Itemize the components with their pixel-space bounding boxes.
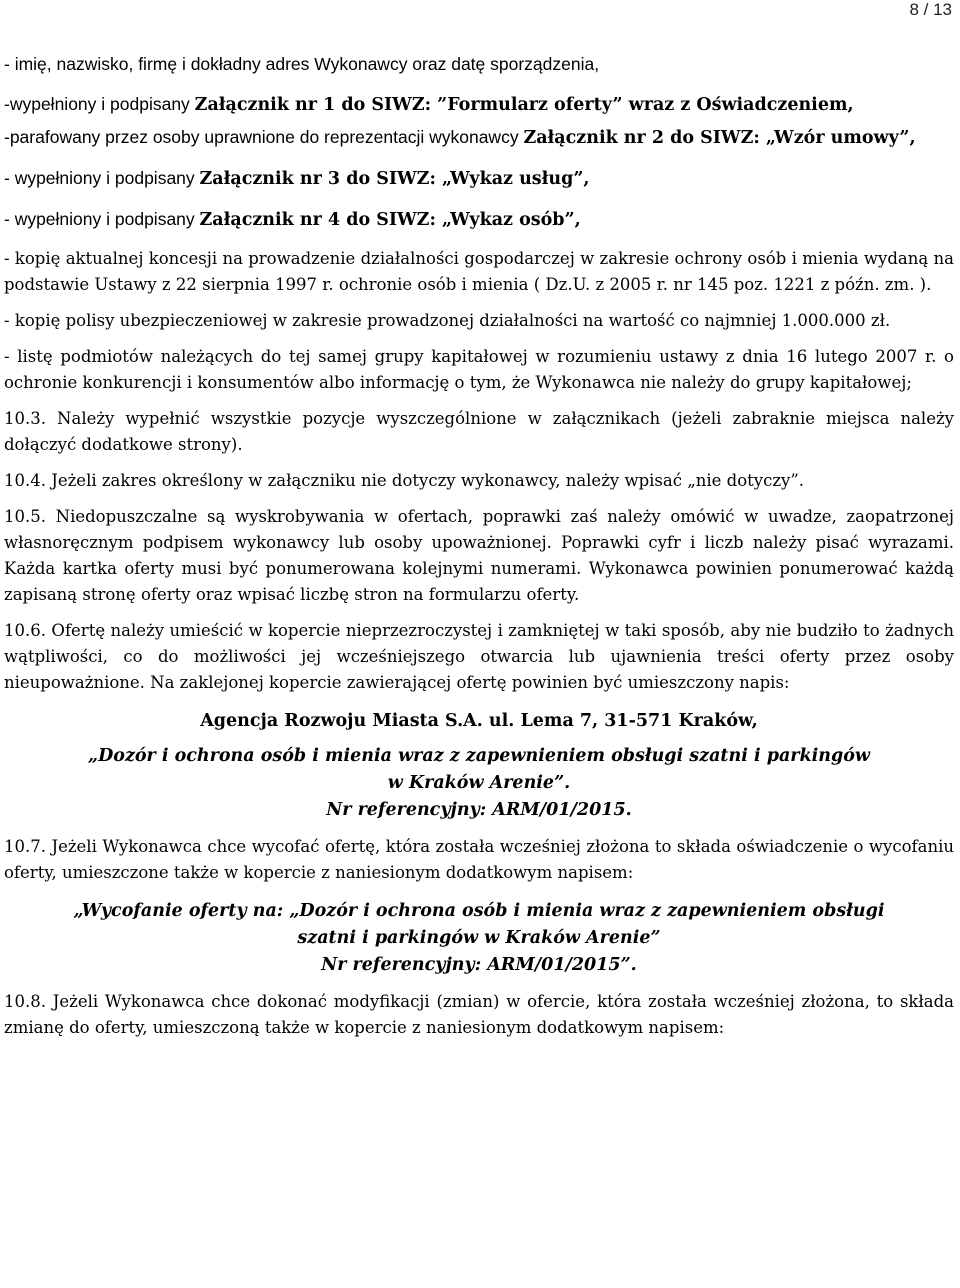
withdrawal-label-line-1: „Wycofanie oferty na: „Dozór i ochrona osób i mienia wraz z zapewnieniem obsługi xyxy=(73,901,885,921)
item-6: - kopię aktualnej koncesji na prowadzenie działalności gospodarczej w zakresie ochrony osób i mienia wydaną na podstawie Ustawy z 22 sierpnia 1997 r. ochronie osób i mienia ( Dz.U. z 2005 r. nr 145 poz. 1221 z późn. zm. ). xyxy=(4,249,954,294)
document-body xyxy=(4,50,954,1041)
envelope-label-line-2: w Kraków Arenie”. xyxy=(387,773,571,793)
section-10-8: 10.8. Jeżeli Wykonawca chce dokonać modyfikacji (zmian) w ofercie, która została wcześniej złożona, to składa zmianę do oferty, umieszczoną także w kopercie z naniesionym dodatkowym napisem: xyxy=(4,992,954,1037)
item-5-text: - wypełniony i podpisany xyxy=(4,209,200,229)
item-3 xyxy=(4,123,954,152)
item-8: - listę podmiotów należących do tej samej grupy kapitałowej w rozumieniu ustawy z dnia 16 lutego 2007 r. o ochronie konkurencji i konsumentów albo informację o tym, że Wykonawca nie należy do grupy kapitałowej; xyxy=(4,347,954,392)
page-number: 8 / 13 xyxy=(909,0,952,19)
section-10-7: 10.7. Jeżeli Wykonawca chce wycofać ofertę, która została wcześniej złożona to składa oświadczenie o wycofaniu oferty, umieszczone także w kopercie z naniesionym dodatkowym napisem: xyxy=(4,837,954,882)
item-2 xyxy=(4,90,954,119)
item-4 xyxy=(4,164,954,193)
item-2-text: -wypełniony i podpisany xyxy=(4,94,195,114)
section-10-6: 10.6. Ofertę należy umieścić w kopercie nieprzezroczystej i zamkniętej w taki sposób, aby nie budziło to żadnych wątpliwości, co do możliwości jej wcześniejszego otwarcia lub ujawnienia treści oferty przez osoby nieupoważnione. Na zaklejonej kopercie zawierającej ofertę powinien być umieszczony napis: xyxy=(4,621,954,692)
withdrawal-label-line-2: szatni i parkingów w Kraków Arenie” xyxy=(297,928,661,948)
item-5 xyxy=(4,205,954,234)
address-line: Agencja Rozwoju Miasta S.A. ul. Lema 7, 31-571 Kraków, xyxy=(200,711,758,731)
envelope-label-line-1: „Dozór i ochrona osób i mienia wraz z zapewnieniem obsługi szatni i parkingów xyxy=(88,746,870,766)
item-4-bold: Załącznik nr 3 do SIWZ: „Wykaz usług”, xyxy=(199,169,590,189)
item-5-bold: Załącznik nr 4 do SIWZ: „Wykaz osób”, xyxy=(199,210,581,230)
item-1: - imię, nazwisko, firmę i dokładny adres Wykonawcy oraz datę sporządzenia, xyxy=(4,54,600,74)
item-3-bold: Załącznik nr 2 do SIWZ: „Wzór umowy”, xyxy=(523,128,916,148)
item-3-text: -parafowany przez osoby uprawnione do reprezentacji wykonawcy xyxy=(4,127,524,147)
section-10-4: 10.4. Jeżeli zakres określony w załączniku nie dotyczy wykonawcy, należy wpisać „nie dotyczy”. xyxy=(4,471,805,490)
envelope-label-line-3: Nr referencyjny: ARM/01/2015. xyxy=(326,800,632,820)
item-2-bold: Załącznik nr 1 do SIWZ: ”Formularz oferty” wraz z Oświadczeniem, xyxy=(194,95,854,115)
item-7: - kopię polisy ubezpieczeniowej w zakresie prowadzonej działalności na wartość co najmniej 1.000.000 zł. xyxy=(4,311,891,330)
section-10-5: 10.5. Niedopuszczalne są wyskrobywania w ofertach, poprawki zaś należy omówić w uwadze, zaopatrzonej własnoręcznym podpisem wykonawcy lub osoby upoważnionej. Poprawki cyfr i liczb należy pisać wyrazami. Każda kartka oferty musi być ponumerowana kolejnymi numerami. Wykonawca powinien ponumerować każdą zapisaną stronę oferty oraz wpisać liczbę stron na formularzu oferty. xyxy=(4,507,954,604)
section-10-3: 10.3. Należy wypełnić wszystkie pozycje wyszczególnione w załącznikach (jeżeli zabraknie miejsca należy dołączyć dodatkowe strony). xyxy=(4,409,954,454)
item-4-text: - wypełniony i podpisany xyxy=(4,168,200,188)
withdrawal-label-line-3: Nr referencyjny: ARM/01/2015”. xyxy=(321,955,637,975)
